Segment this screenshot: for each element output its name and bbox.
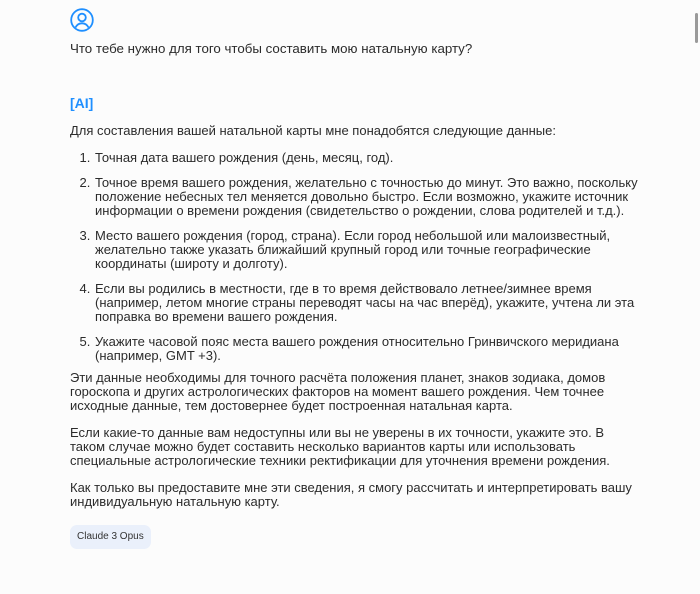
response-paragraph: Как только вы предоставите мне эти сведения, я смогу рассчитать и интерпретировать вашу индивидуальную натальную карту.	[70, 480, 632, 509]
list-item: 5. Укажите часовой пояс места вашего рождения относительно Гринвичского меридиана (например, GMT +3).	[94, 335, 640, 363]
requirements-list	[70, 151, 640, 363]
user-message: Что тебе нужно для того чтобы составить мою натальную карту?	[70, 41, 473, 56]
response-paragraph: Эти данные необходимы для точного расчёта положения планет, знаков зодиака, домов гороскопа и других астрологических факторов на момент вашего рождения. Чем точнее исходные данные, тем достовернее будет построенная натальная карта.	[70, 370, 606, 413]
list-item: 2. Точное время вашего рождения, желательно с точностью до минут. Это важно, поскольку положение небесных тел меняется довольно быстро. Если возможно, укажите источник информации о времени рождения (свидетельство о рождении, слова родителей и т.д.).	[94, 176, 640, 218]
scrollbar[interactable]	[695, 13, 698, 43]
list-item: 1. Точная дата вашего рождения (день, месяц, год).	[94, 151, 640, 165]
list-item: 3. Место вашего рождения (город, страна). Если город небольшой или малоизвестный, желательно также указать ближайший крупный город или точные географические координаты (широту и долготу).	[94, 229, 640, 271]
model-badge[interactable]: Claude 3 Opus	[70, 525, 151, 549]
response-paragraph: Если какие-то данные вам недоступны или вы не уверены в их точности, укажите это. В таком случае можно будет составить несколько вариантов карты или использовать специальные астрологические техники ректификации для уточнения времени рождения.	[70, 425, 610, 468]
ai-logo-icon: [AI]	[70, 95, 94, 111]
response-intro: Для составления вашей натальной карты мне понадобятся следующие данные:	[70, 123, 556, 138]
chat-thread	[70, 8, 640, 549]
user-avatar-icon	[70, 8, 94, 32]
list-item: 4. Если вы родились в местности, где в то время действовало летнее/зимнее время (например, летом многие страны переводят часы на час вперёд), укажите, учтена ли эта поправка во времени вашего рождения.	[94, 282, 640, 324]
